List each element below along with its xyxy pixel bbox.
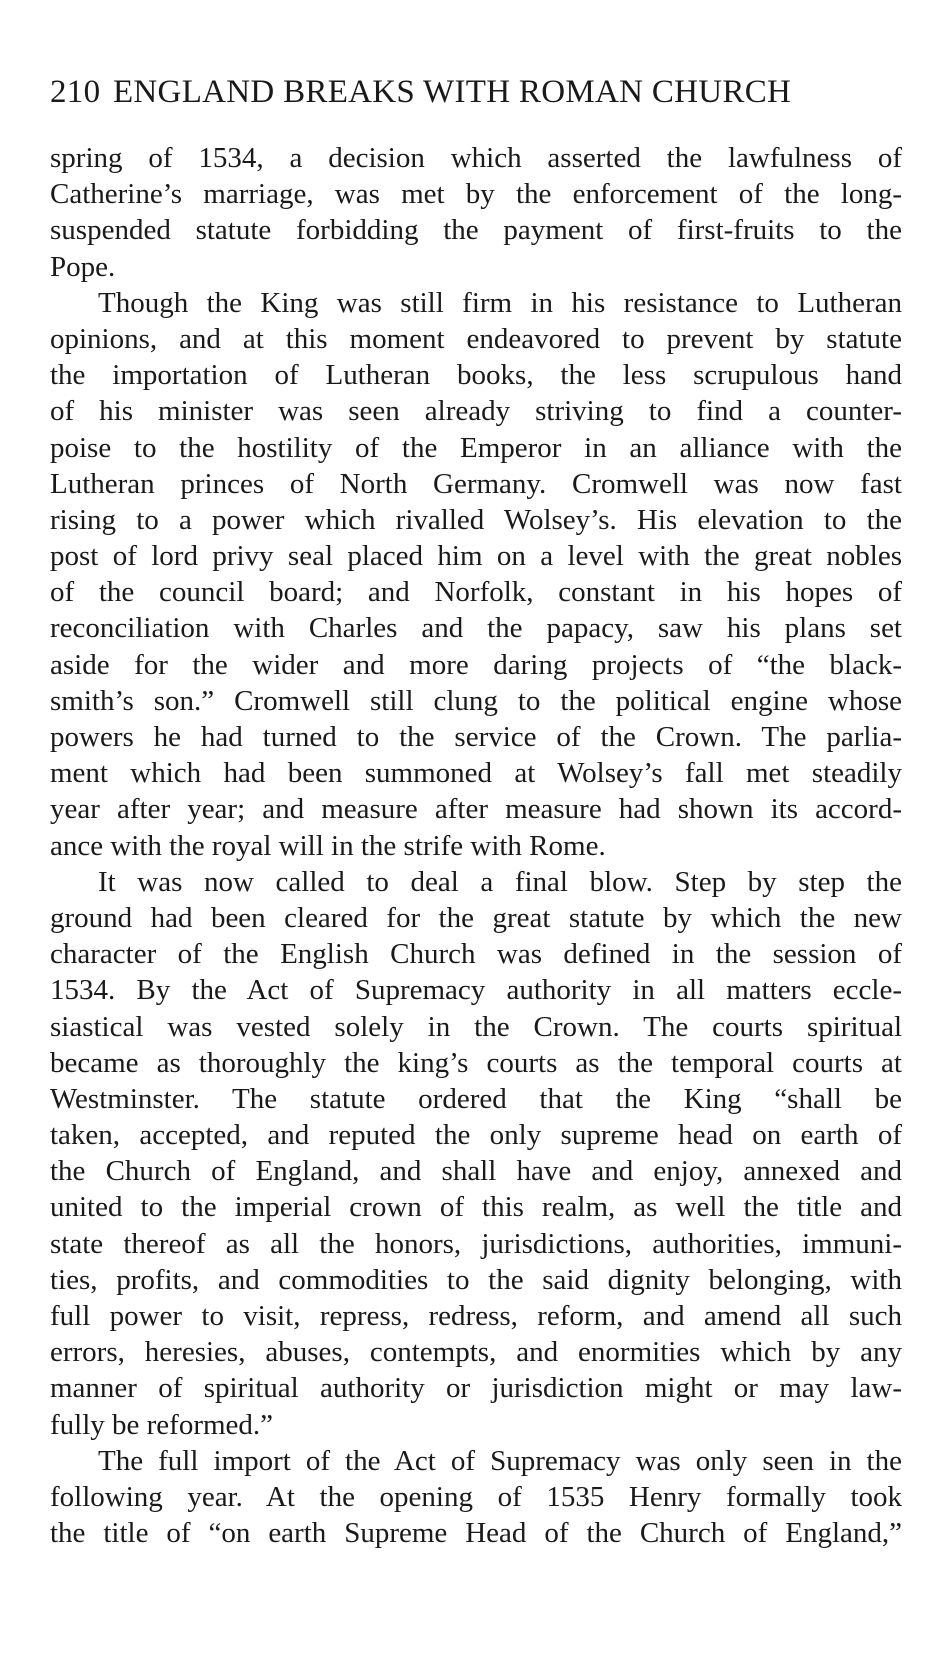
page-number: 210 xyxy=(50,74,101,110)
text-line: ance with the royal will in the strife with Rome. xyxy=(50,829,606,862)
text-line: became as thoroughly the king’s courts as the temporal courts at xyxy=(50,1046,902,1079)
text-line: the title of “on earth Supreme Head of the Church of England,” xyxy=(50,1517,902,1550)
text-line: rising to a power which rivalled Wolsey’s. His elevation to the xyxy=(50,503,902,536)
running-head xyxy=(50,72,902,112)
text-line: poise to the hostility of the Emperor in an alliance with the xyxy=(50,431,902,464)
text-line: manner of spiritual authority or jurisdiction might or may law- xyxy=(50,1372,902,1405)
text-line: errors, heresies, abuses, contempts, and enormities which by any xyxy=(50,1336,902,1369)
text-line: Though the King was still firm in his resistance to Lutheran xyxy=(98,286,902,319)
text-line: the Church of England, and shall have and enjoy, annexed and xyxy=(50,1155,902,1188)
text-line: taken, accepted, and reputed the only supreme head on earth of xyxy=(50,1119,902,1152)
text-line: Catherine’s marriage, was met by the enforcement of the long- xyxy=(50,178,902,211)
text-line: post of lord privy seal placed him on a level with the great nobles xyxy=(50,540,902,573)
text-line: The full import of the Act of Supremacy was only seen in the xyxy=(98,1444,902,1477)
text-line: Pope. xyxy=(50,250,116,283)
text-line: ties, profits, and commodities to the said dignity belonging, with xyxy=(50,1263,902,1296)
text-line: following year. At the opening of 1535 Henry formally took xyxy=(50,1480,902,1513)
text-line: 1534. By the Act of Supremacy authority in all matters eccle- xyxy=(50,974,902,1007)
text-line: reconciliation with Charles and the papacy, saw his plans set xyxy=(50,612,902,645)
text-line: the importation of Lutheran books, the less scrupulous hand xyxy=(50,359,902,392)
text-line: ment which had been summoned at Wolsey’s fall met steadily xyxy=(50,757,902,790)
text-line: spring of 1534, a decision which asserted the lawfulness of xyxy=(50,142,902,174)
text-line: of the council board; and Norfolk, constant in his hopes of xyxy=(50,576,902,609)
text-line: fully be reformed.” xyxy=(50,1408,274,1441)
text-line: united to the imperial crown of this realm, as well the title and xyxy=(50,1191,902,1224)
text-line: full power to visit, repress, redress, reform, and amend all such xyxy=(50,1300,902,1332)
text-line: aside for the wider and more daring projects of “the black- xyxy=(50,648,902,681)
text-line: of his minister was seen already striving to find a counter- xyxy=(50,395,902,428)
text-line: siastical was vested solely in the Crown. The courts spiritual xyxy=(50,1010,902,1043)
text-line: state thereof as all the honors, jurisdictions, authorities, immuni- xyxy=(50,1227,902,1260)
text-line: opinions, and at this moment endeavored to prevent by statute xyxy=(50,322,902,355)
text-line: ground had been cleared for the great statute by which the new xyxy=(50,901,902,934)
text-line: year after year; and measure after measure had shown its accord- xyxy=(50,793,902,826)
text-line: suspended statute forbidding the payment of first-fruits to the xyxy=(50,214,902,247)
text-line: smith’s son.” Cromwell still clung to the political engine whose xyxy=(50,684,902,717)
text-line: It was now called to deal a final blow. Step by step the xyxy=(98,865,902,898)
text-line: Westminster. The statute ordered that the King “shall be xyxy=(50,1082,902,1115)
text-line: Lutheran princes of North Germany. Cromwell was now fast xyxy=(50,467,902,500)
text-line: powers he had turned to the service of the Crown. The parlia- xyxy=(50,721,902,753)
text-line: character of the English Church was defined in the session of xyxy=(50,938,902,971)
body-text xyxy=(50,140,902,1551)
running-title: ENGLAND BREAKS WITH ROMAN CHURCH xyxy=(112,74,792,110)
